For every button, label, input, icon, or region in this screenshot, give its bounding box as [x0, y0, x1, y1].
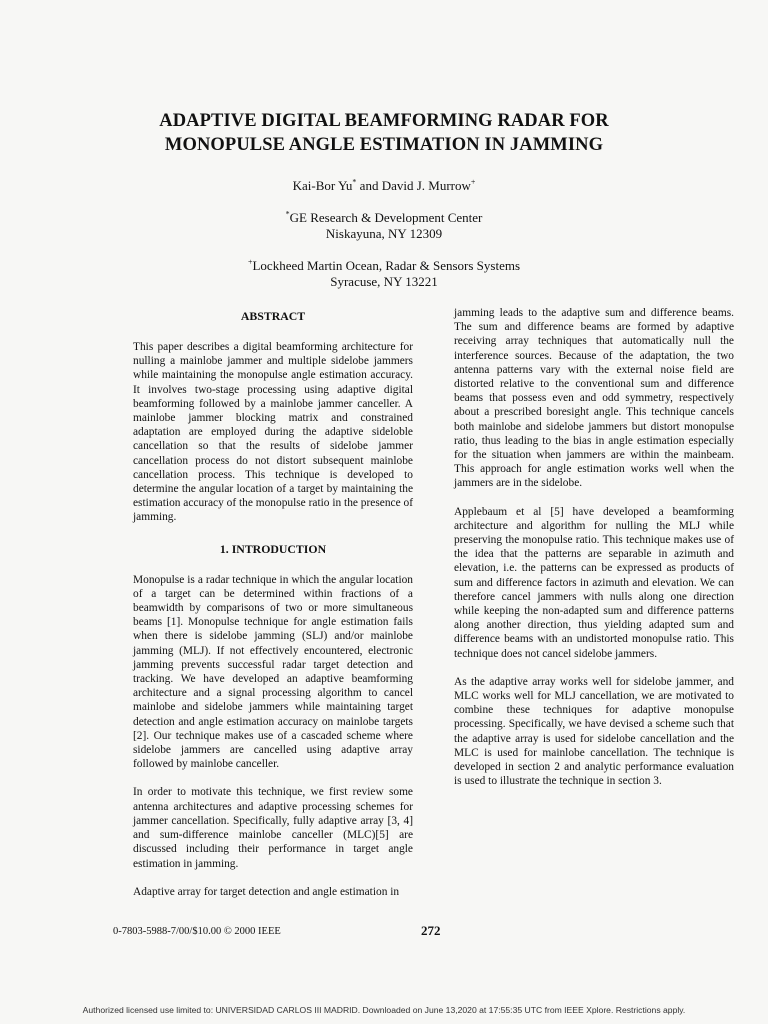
- affiliation-1-line-1: [0, 210, 768, 226]
- introduction-heading: 1. INTRODUCTION: [219, 541, 327, 556]
- right-paragraph-2: Applebaum et al [5] have developed a beamforming architecture and algorithm for nulling the MLJ while preserving the monopulse ratio. This technique makes use of the idea that the patterns are separable in azimuth and elevation, i.e. the patterns can be expressed as products of sum and difference factors in azimuth and elevation. We can therefore cancel jammers with nulls along one direction while keeping the non-adapted sum and difference patterns along another direction, thus yielding adapted sum and difference beams with an undistorted monopulse ratio. This technique does not cancel sidelobe jammers.: [454, 505, 734, 660]
- author-2: and David J. Murrow: [356, 178, 471, 193]
- affiliation-2-line-1: [0, 258, 768, 274]
- affiliation-1-line-2: Niskayuna, NY 12309: [325, 226, 443, 241]
- right-paragraph-1: jamming leads to the adaptive sum and difference beams. The sum and difference beams are formed by adaptive receiving array techniques that automatically null the interference sources. Because of the adaptation, the two antenna patterns vary with the external noise field are distorted relative to the conventional sum and difference beams that possess even and odd symmetry, respectively about a prescribed boresight angle. This technique cancels both mainlobe and sidelobe jammers but distort monopulse ratio, thus leading to the bias in angle estimation especially for the situation when jammers are within the mainbeam. This approach for angle estimation works well when the jammers are in the sidelobe.: [454, 307, 734, 490]
- affiliation-1-name: GE Research & Development Center: [289, 210, 483, 225]
- license-notice: Authorized licensed use limited to: UNIVERSIDAD CARLOS III MADRID. Downloaded on June 13,2020 at 17:55:35 UTC from IEEE Xplore. Restrictions apply.: [82, 1005, 686, 1015]
- right-column: [454, 306, 734, 789]
- paper-title: [0, 109, 768, 157]
- author-2-mark: +: [470, 177, 476, 187]
- affiliation-1-mark: *: [285, 209, 290, 219]
- affiliation-2-line-2: Syracuse, NY 13221: [330, 274, 438, 289]
- affiliation-2-name: Lockheed Martin Ocean, Radar & Sensors Systems: [252, 258, 521, 273]
- left-column: [133, 309, 413, 899]
- affiliation-2-mark: +: [247, 257, 253, 267]
- copyright-line: 0-7803-5988-7/00/$10.00 © 2000 IEEE: [113, 926, 281, 937]
- author-1: Kai-Bor Yu: [292, 178, 353, 193]
- author-1-mark: *: [352, 177, 357, 187]
- intro-paragraph-1: Monopulse is a radar technique in which the angular location of a target can be determined within fractions of a beamwidth by comparisons of two or more simultaneous beams [1]. Monopulse technique for angle estimation fails when there is sidelobe jamming (SLJ) and/or mainlobe jamming (MLJ). If not effectively encountered, electronic jamming prevents successful radar target detection and tracking. We have developed an adaptive beamforming architecture and a signal processing algorithm to cancel mainlobe and sidelobe jammers while maintaining target detection and angle estimation accuracy on mainlobe targets [2]. Our technique makes use of a cascaded scheme where sidelobe jammers are cancelled using adaptive array followed by mainlobe canceller.: [133, 573, 413, 771]
- intro-paragraph-3: Adaptive array for target detection and angle estimation in: [133, 885, 400, 898]
- right-paragraph-3: As the adaptive array works well for sidelobe jammer, and MLC works well for MLJ cancellation, we are motivated to combine these techniques for adaptive monopulse processing. Specifically, we have devised a scheme such that the adaptive array is used for sidelobe cancellation and the MLC is used for mainlobe cancellation. The technique is developed in section 2 and analytic performance evaluation is used to illustrate the technique in section 3.: [454, 675, 734, 788]
- abstract-text: This paper describes a digital beamforming architecture for nulling a mainlobe jammer and multiple sidelobe jammers while maintaining the monopulse angle estimation accuracy. It involves two-stage processing using adaptive digital beamforming followed by a mainlobe jammer canceller. A mainlobe jammer blocking matrix and constrained adaptation are employed during the adaptive sideloble cancellation so that the results of sidelobe jammer cancellation process do not distort subsequent mainlobe cancellation process. This technique is developed to determine the angular location of a target by maintaining the estimation accuracy of the monopulse ratio in the presence of jamming.: [133, 341, 413, 524]
- title-line-2: MONOPULSE ANGLE ESTIMATION IN JAMMING: [164, 135, 604, 155]
- title-line-1: ADAPTIVE DIGITAL BEAMFORMING RADAR FOR: [159, 111, 609, 131]
- author-line: [0, 178, 768, 194]
- intro-paragraph-2: In order to motivate this technique, we first review some antenna architectures and adaptive processing schemes for jammer cancellation. Specifically, fully adaptive array [3, 4] and sum-difference mainlobe canceller (MLC)[5] are discussed including their performance in target angle estimation in jamming.: [133, 786, 413, 870]
- abstract-heading: ABSTRACT: [240, 309, 306, 323]
- page-number: 272: [421, 923, 441, 938]
